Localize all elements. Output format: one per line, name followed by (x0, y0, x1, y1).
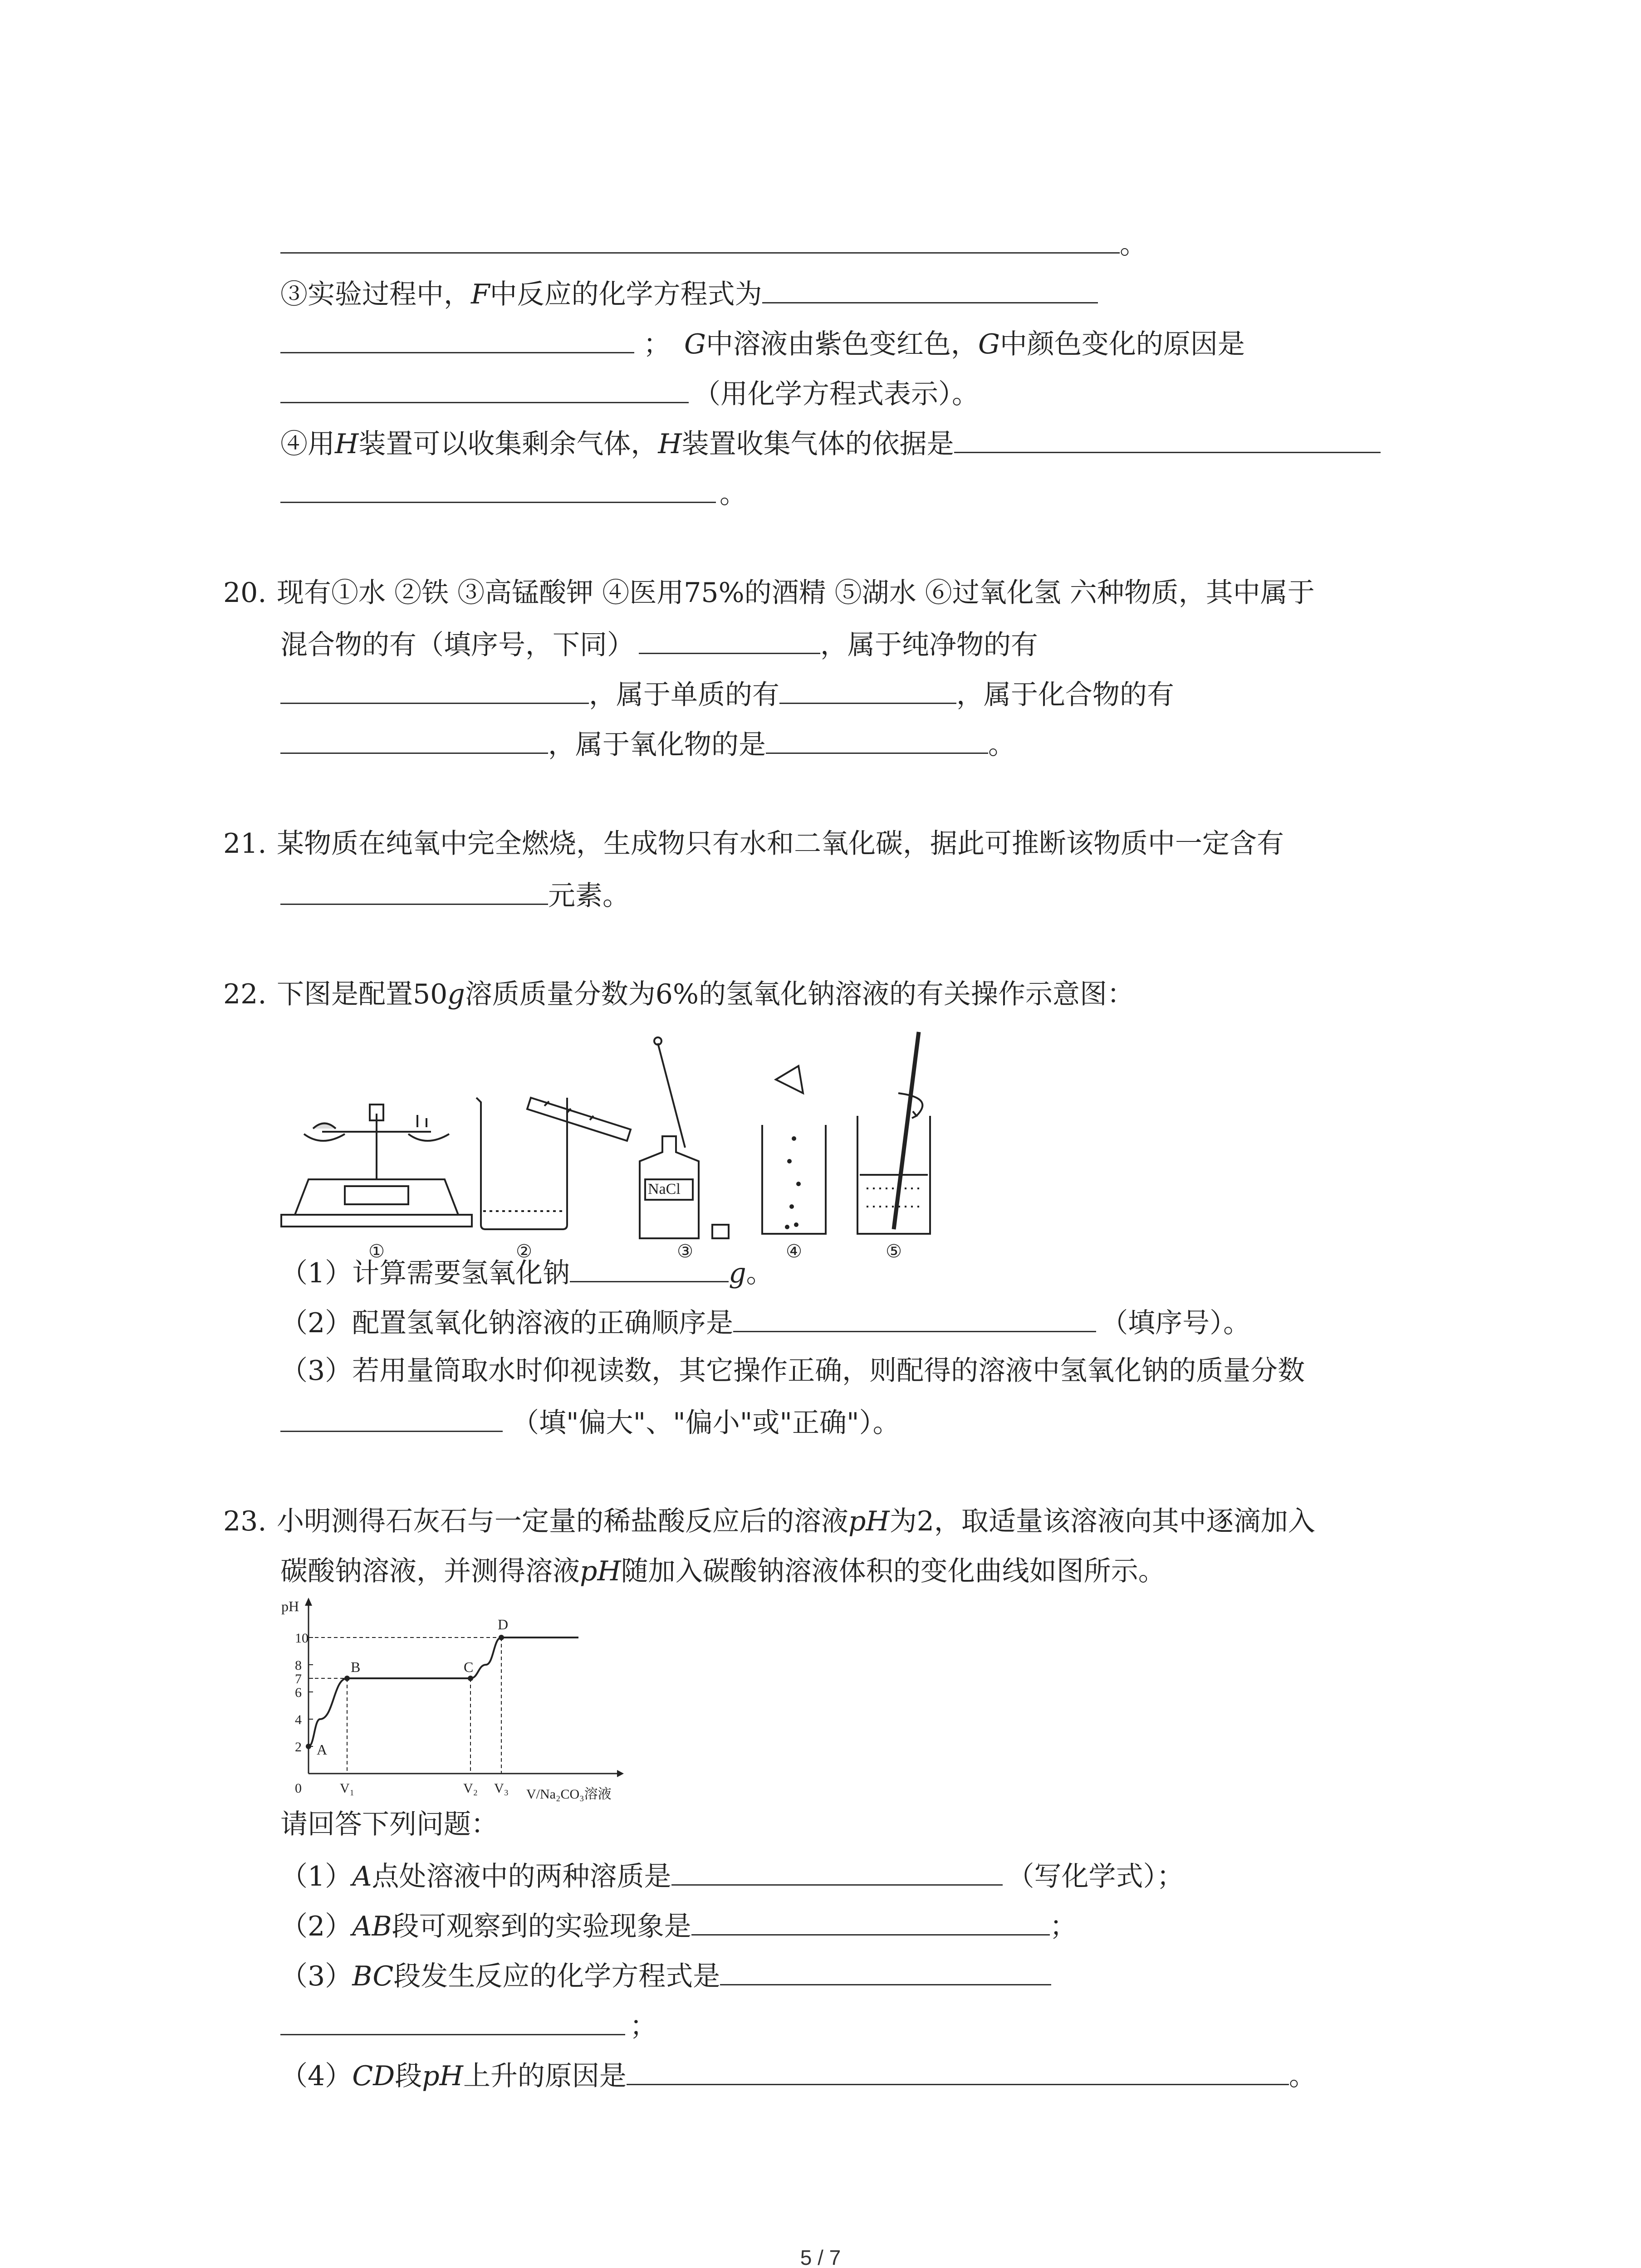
y-axis-label: pH (281, 1598, 299, 1614)
ph-curve-chart (272, 1592, 671, 1805)
answer-blank[interactable] (954, 423, 1381, 453)
y-tick-label: 8 (295, 1658, 302, 1673)
q23-sub2: （2）AB段可观察到的实验现象是 ； (280, 1905, 1077, 1945)
point-label-D: D (498, 1616, 509, 1633)
q20-line3: ，属于单质的有 ，属于化合物的有 (280, 674, 1174, 714)
question-number: 21. (223, 828, 267, 860)
answer-blank[interactable] (733, 1302, 1096, 1332)
q23-sub1: （1）A点处溶液中的两种溶质是 （写化学式）； (280, 1855, 1184, 1896)
beaker-stirring-rod-icon (857, 1032, 930, 1234)
page-number: 5 / 7 (800, 2246, 841, 2268)
weighing-paper-beaker-icon (762, 1066, 826, 1234)
x-tick-label: V₂ (463, 1781, 478, 1796)
q23-sub3: （3）BC段发生反应的化学方程式是 (280, 1955, 1051, 1995)
question-number: 22. (223, 978, 267, 1010)
fig-label-3: ③ (677, 1241, 693, 1261)
answer-blank[interactable] (280, 723, 548, 754)
answer-blank[interactable] (280, 323, 634, 353)
q22-title: 22. 下图是配置50g溶质质量分数为6%的氢氧化钠溶液的有关操作示意图： (223, 975, 1134, 1013)
reagent-bottle-icon (640, 1037, 729, 1238)
data-point-B (344, 1676, 350, 1681)
answer-blank[interactable] (570, 1252, 729, 1282)
x-tick-label: V₁ (340, 1781, 355, 1796)
answer-blank[interactable] (280, 223, 1120, 254)
nacl-label: NaCl (648, 1181, 681, 1198)
answer-blank[interactable] (720, 1955, 1051, 1985)
solution-preparation-figure (277, 1025, 1012, 1261)
answer-blank[interactable] (766, 723, 988, 754)
y-tick-label: 7 (295, 1672, 302, 1686)
q23-line2: 碳酸钠溶液，并测得溶液pH随加入碳酸钠溶液体积的变化曲线如图所示。 (280, 1555, 1166, 1587)
answer-blank[interactable] (779, 674, 956, 704)
q22-sub1: （1）计算需要氢氧化钠 g。 (280, 1252, 774, 1292)
q22-sub3: （3）若用量筒取水时仰视读数，其它操作正确，则配得的溶液中氢氧化钠的质量分数 (280, 1355, 1305, 1387)
q23-line1: 23. 小明测得石灰石与一定量的稀盐酸反应后的溶液pH为2，取适量该溶液向其中逐滴加入 (223, 1502, 1315, 1540)
answer-blank[interactable] (280, 1402, 503, 1432)
x-tick-label: V₃ (494, 1781, 509, 1796)
q21-line1: 21. 某物质在纯氧中完全燃烧，生成物只有水和二氧化碳，据此可推断该物质中一定含有 (223, 825, 1284, 863)
y-tick-label: 4 (295, 1712, 302, 1727)
y-tick-label: 2 (295, 1740, 302, 1755)
point-label-C: C (464, 1659, 474, 1675)
fig-label-5: ⑤ (886, 1241, 902, 1261)
fig-label-2: ② (516, 1241, 532, 1261)
fig-label-4: ④ (786, 1241, 802, 1261)
q19-tail: 。 (280, 223, 1147, 264)
x-tick-label: 0 (295, 1781, 302, 1796)
q19-part3-line3: （用化学方程式表示）。 (280, 373, 979, 413)
data-point-A (306, 1744, 311, 1749)
q20-line4: ，属于氧化物的是 。 (280, 723, 1015, 764)
data-point-D (499, 1635, 504, 1640)
q23-sub3-line2: ； (280, 2005, 657, 2045)
answer-blank[interactable] (280, 2005, 625, 2035)
answer-blank[interactable] (280, 373, 689, 403)
data-point-C (468, 1676, 473, 1681)
q22-sub3-line2: （填"偏大"、"偏小"或"正确"）。 (280, 1402, 900, 1442)
answer-blank[interactable] (691, 1905, 1050, 1936)
answer-blank[interactable] (280, 875, 548, 905)
y-axis-arrow (305, 1598, 312, 1606)
q21-line2: 元素。 (280, 875, 630, 915)
q19-part3-line2: ； G中溶液由紫色变红色，G中颜色变化的原因是 (280, 323, 1245, 363)
x-axis-label: V/Na₂CO₃溶液 (526, 1787, 612, 1802)
q19-part4-line: ④用H装置可以收集剩余气体，H装置收集气体的依据是 (280, 423, 1381, 463)
point-label-B: B (351, 1659, 361, 1675)
y-tick-label: 6 (295, 1685, 302, 1700)
answer-blank[interactable] (280, 674, 589, 704)
q22-sub2: （2）配置氢氧化钠溶液的正确顺序是 （填序号）。 (280, 1302, 1250, 1342)
q19-part4-line2: 。 (280, 473, 747, 513)
q23-prompt: 请回答下列问题： (280, 1809, 498, 1840)
answer-blank[interactable] (627, 2055, 1289, 2085)
x-axis-arrow (617, 1770, 624, 1777)
q19-part3-line: ③实验过程中，F中反应的化学方程式为 (280, 273, 1098, 313)
answer-blank[interactable] (762, 273, 1098, 303)
q20-line2: 混合物的有（填序号，下同） ，属于纯净物的有 (280, 624, 1038, 664)
ph-curve (309, 1637, 578, 1746)
answer-blank[interactable] (280, 473, 716, 503)
question-number: 20. (223, 577, 267, 609)
balance-icon (281, 1105, 472, 1227)
answer-blank[interactable] (639, 624, 820, 654)
question-number: 23. (223, 1505, 267, 1537)
answer-blank[interactable] (671, 1855, 1003, 1886)
y-tick-label: 10 (295, 1631, 309, 1646)
q20-line1: 20. 现有①水 ②铁 ③高锰酸钾 ④医用75%的酒精 ⑤湖水 ⑥过氧化氢 六种物质，其中属于 (223, 574, 1315, 612)
point-label-A: A (317, 1741, 328, 1758)
beaker-cylinder-icon (476, 1098, 631, 1229)
fig-label-1: ① (368, 1241, 385, 1261)
q23-sub4: （4）CD段pH上升的原因是 。 (280, 2055, 1316, 2095)
